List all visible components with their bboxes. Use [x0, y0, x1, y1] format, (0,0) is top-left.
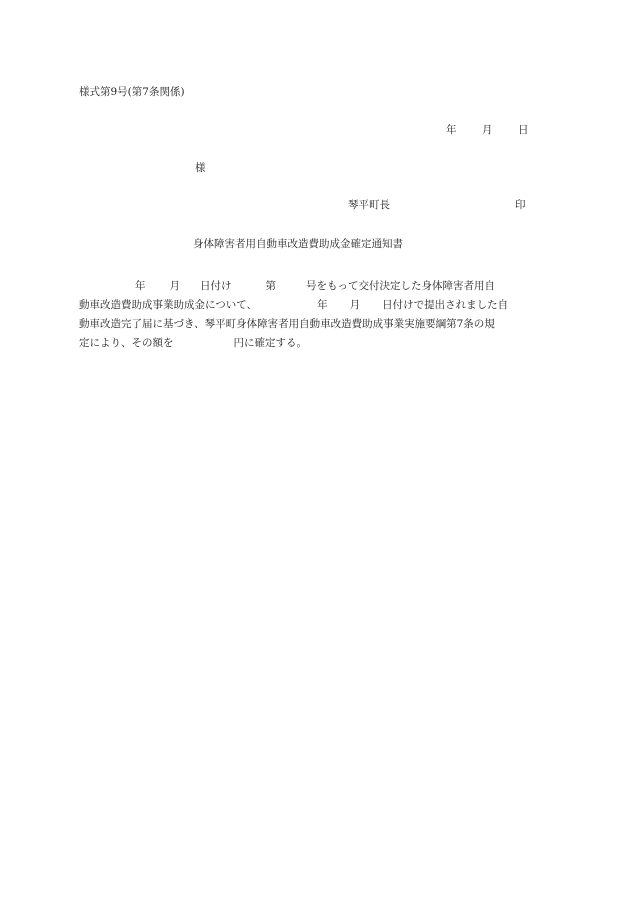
body-month-1: 月 — [169, 280, 180, 292]
body-line-1 — [79, 277, 549, 296]
body-line-3: 動車改造完了届に基づき、琴平町身体障害者用自動車改造費助成事業実施要綱第7条の規 — [79, 318, 495, 330]
body-line-2-a: 動車改造費助成事業助成金について、 — [79, 299, 258, 311]
seal-mark: 印 — [515, 199, 526, 211]
body-year-2: 年 — [317, 299, 328, 311]
document-title: 身体障害者用自動車改造費助成金確定通知書 — [193, 238, 403, 250]
date-day-label: 日 — [518, 124, 529, 136]
addressee-suffix: 様 — [195, 162, 206, 174]
body-line-1-rest: 号をもって交付決定した身体障害者用自 — [306, 280, 495, 292]
body-line-2-b: 日付けで提出されました自 — [382, 299, 509, 311]
body-line-2 — [79, 296, 549, 315]
date-line — [446, 125, 529, 136]
body-dated-1: 日付け — [200, 280, 232, 292]
body-line-4 — [79, 334, 549, 353]
body-year-1: 年 — [135, 280, 146, 292]
body-line-4-a: 定により、その額を — [79, 337, 174, 349]
date-year-label: 年 — [446, 124, 457, 136]
issuer-name: 琴平町長 — [348, 199, 390, 211]
body-line-4-b: 円に確定する。 — [233, 337, 307, 349]
body-month-2: 月 — [349, 299, 361, 311]
form-number: 様式第9号(第7条関係) — [79, 86, 185, 98]
body-number-prefix: 第 — [265, 280, 276, 292]
date-month-label: 月 — [482, 124, 493, 136]
notice-body — [79, 277, 549, 353]
